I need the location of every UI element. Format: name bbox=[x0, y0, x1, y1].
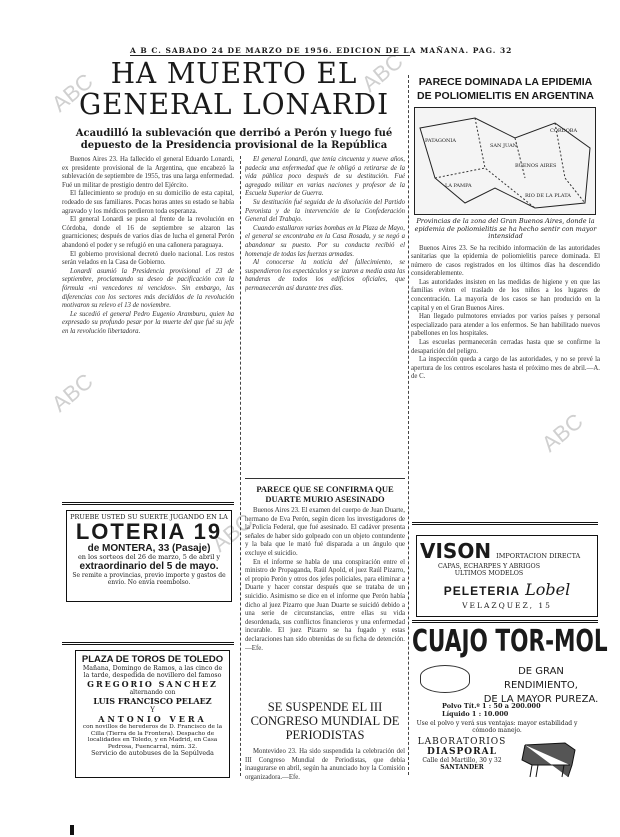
main-subheadline: Acaudilló la sublevación que derribó a Perón y luego fué depuesto de la Presidencia provisional de la República bbox=[75, 128, 393, 151]
ad-text: Servicio de autobuses de la Sepúlveda bbox=[91, 750, 214, 757]
map-label: PATAGONIA bbox=[425, 138, 456, 144]
registration-mark bbox=[70, 825, 74, 835]
ad-address: VELAZQUEZ, 15 bbox=[462, 601, 552, 610]
matador-name: LUIS FRANCISCO PELAEZ bbox=[93, 696, 212, 706]
polio-headline: PARECE DOMINADA LA EPIDEMIA DE POLIOMIELITIS EN ARGENTINA bbox=[417, 76, 594, 102]
paragraph: El general Lonardi se puso al frente de la revolución en Córdoba, donde el 16 de septiembre se alzaron las guarniciones; después de varios días de lucha el general Perón abandonó el poder y se refugió en una cañonera paraguaya. bbox=[62, 216, 234, 249]
matador-name: GREGORIO SANCHEZ bbox=[87, 679, 218, 689]
ad-text: Y bbox=[150, 706, 155, 714]
paragraph: Buenos Aires 23. Ha fallecido el general Eduardo Lonardi, ex presidente provisional de la Argentina, que encabezó la sublevación de septiembre de 1955, tras una larga enfermedad. Fué un militar de prestigio dentro del Ejército. bbox=[62, 156, 234, 189]
matador-name: ANTONIO VERA bbox=[98, 714, 207, 724]
ad-text: CAPAS, ECHARPES Y ABRIGOS ULTIMOS MODELOS bbox=[437, 563, 541, 577]
congress-headline: SE SUSPENDE EL III CONGRESO MUNDIAL DE PERIODISTAS bbox=[250, 700, 400, 742]
ad-claims bbox=[482, 665, 600, 707]
watermark: ABC bbox=[356, 48, 408, 97]
polio-story bbox=[411, 245, 600, 519]
column-rule bbox=[240, 156, 241, 776]
main-story-col2 bbox=[245, 156, 405, 474]
ad-text: DIASPORAL bbox=[427, 747, 497, 757]
cheese-icon bbox=[420, 665, 470, 693]
congress-story bbox=[245, 748, 405, 784]
ad-text: PRUEBE USTED SU SUERTE JUGANDO EN LA bbox=[70, 513, 228, 521]
map-label: CORDOBA bbox=[550, 128, 578, 134]
ad-text: SANTANDER bbox=[440, 764, 484, 771]
ad-text: DE LA MAYOR PUREZA. bbox=[483, 694, 599, 705]
watermark: ABC bbox=[46, 368, 98, 417]
cuajo-ad bbox=[412, 624, 608, 795]
paragraph: En el informe se habla de una conspiración entre el ministro de Propaganda, Raúl Apold, el juez Raúl Pizarro, el propio Perón y otros dos jefes policiales, para eliminar a Duarte y hacer constar después que se trataba de un suicidio. Asimismo se dice en el informe que Perón había dicho al juez Pizarro que Juan Duarte se suicidó debido a una serie de circunstancias, entre ellas su vida desordenada, sus conflictos financieros y una enfermedad incurable. El juez Pizarro se ha fugado y estas declaraciones han sido obtenidas de su ficha de detención.—Efe. bbox=[245, 558, 405, 652]
ad-text: Líquido 1 : 10.000 bbox=[442, 710, 509, 718]
paragraph: Al conocerse la noticia del fallecimiento, se suspendieron los espectáculos y se izaron a media asta las banderas de todos los edificios oficiales, que permanecerán así durante tres días. bbox=[245, 259, 405, 292]
ad-text: Calle del Martillo, 30 y 32 bbox=[422, 757, 502, 764]
ad-text: LABORATORIOS bbox=[417, 737, 507, 747]
ad-text: alternando con bbox=[129, 689, 176, 696]
ad-text: en los sorteos del 26 de marzo, 5 de abril y bbox=[77, 553, 221, 561]
watermark: ABC bbox=[206, 508, 258, 557]
paragraph: Han llegado pulmotores enviados por varios países y personal especializado para atender a los enfermos. Se han habilitado nuevos pabellones en los hospitales. bbox=[411, 313, 600, 338]
paragraph: Buenos Aires 23. El examen del cuerpo de Juan Duarte, hermano de Eva Perón, según dicen los investigadores de la Policía Federal, que fué asesinado. El cadáver presenta señales de haber sido golpeado con un objeto contundente y la bala que le mató fué disparada a un ángulo que excluye el suicidio. bbox=[245, 507, 405, 557]
ad-text: Se remite a provincias, previo importe y gastos de envío. No envía reembolso. bbox=[72, 572, 226, 586]
map-label: RIO DE LA PLATA bbox=[525, 193, 571, 199]
paragraph: Montevideo 23. Ha sido suspendida la celebración del III Congreso Mundial de Periodistas, que debía inaugurarse en abril, según ha anunciado hoy la Comisión organizadora.—Efe. bbox=[245, 748, 405, 781]
main-headline: HA MUERTO EL GENERAL LONARDI bbox=[78, 56, 390, 121]
map-label: SAN JUAN bbox=[490, 143, 518, 149]
argentina-map bbox=[414, 107, 596, 215]
ad-text: con novillos de herederos de D. Francisco de la Cilla (Tierra de la Frontera). Despacho de localidades en Toledo, y en Madrid, en Casa Pedrosa, Fuencarral, núm. 32. bbox=[82, 724, 223, 750]
ad-signature: Lobel bbox=[525, 580, 571, 599]
paragraph: Lonardi asumió la Presidencia provisional el 23 de septiembre, proclamando su deseo de pacificación con la fórmula «ni vencedores ni vencidos». Sin embargo, las diferencias con los sectores más decididos de la revolución motivaron su relevo el 13 de noviembre. bbox=[62, 267, 234, 310]
ad-address: de MONTERA, 33 (Pasaje) bbox=[87, 543, 211, 554]
ad-title: LOTERIA 19 bbox=[75, 519, 223, 544]
ad-text: Polvo Tít.º 1 : 50 a 200.000 bbox=[442, 702, 541, 710]
watermark: ABC bbox=[46, 68, 98, 117]
main-story-col1 bbox=[62, 156, 234, 501]
duarte-story bbox=[245, 507, 405, 692]
loteria-ad bbox=[66, 510, 232, 602]
ad-text: IMPORTACION DIRECTA bbox=[496, 552, 581, 560]
ad-text: extraordinario del 5 de mayo. bbox=[79, 561, 219, 572]
paragraph: Cuando estallaron varias bombas en la Plaza de Mayo, el general se encontraba en la Casa Rosada, y se negó a abandonar su puesto. Por su conducta recibió el homenaje de todas las fuerzas armadas. bbox=[245, 224, 405, 258]
ad-specs bbox=[442, 702, 541, 718]
ad-title: CUAJO TOR-MOL bbox=[412, 624, 608, 659]
paragraph: El fallecimiento se produjo en su domicilio de esta capital, rodeado de sus familiares. Pocas horas antes su estado se había agravado y los médicos perdieron toda esperanza. bbox=[62, 190, 234, 215]
page-folio: A B C. SABADO 24 DE MARZO DE 1956. EDICION DE LA MAÑANA. PAG. 32 bbox=[130, 46, 513, 55]
map-label: LA PAMPA bbox=[445, 183, 472, 189]
paragraph: Las escuelas permanecerán cerradas hasta que se confirme la desaparición del peligro. bbox=[411, 339, 600, 355]
column-rule bbox=[408, 75, 409, 775]
ad-brand: VISON bbox=[420, 539, 492, 563]
map-label: BUENOS AIRES bbox=[515, 163, 557, 169]
ad-text: DE GRAN RENDIMIENTO, bbox=[504, 666, 578, 691]
polio-section bbox=[411, 75, 600, 518]
map-caption: Provincias de la zona del Gran Buenos Aires, donde la epidemia de poliomielitis se ha hecho sentir con mayor intensidad bbox=[414, 217, 597, 240]
paragraph: Le sucedió el general Pedro Eugenio Aramburu, quien ha expresado su profundo pesar por la muerte del que fué su jefe en la revolución libertadora. bbox=[62, 310, 234, 335]
ad-text: Mañana, Domingo de Ramos, a las cinco de la tarde, despedida de novillero del famoso bbox=[82, 665, 223, 679]
paragraph: Su destitución fué seguida de la disolución del Partido Peronista y de la intervención de la Confederación General del Trabajo. bbox=[245, 198, 405, 224]
lab-block bbox=[412, 737, 512, 771]
cow-icon bbox=[520, 735, 580, 780]
ad-title: PLAZA DE TOROS DE TOLEDO bbox=[81, 654, 224, 665]
vison-ad bbox=[416, 535, 598, 617]
watermark: ABC bbox=[536, 408, 588, 457]
ad-text: Use el polvo y verá sus ventajas: mayor estabilidad y cómodo manejo. bbox=[416, 720, 578, 734]
duarte-headline: PARECE QUE SE CONFIRMA QUE DUARTE MURIO ASESINADO bbox=[256, 484, 394, 504]
paragraph: El general Lonardi, que tenía cincuenta y nueve años, padecía una enfermedad que le obligó a retirarse de la vida pública poco después de su destitución. Fué agregado militar en varias naciones y profesor de la Escuela Superior de Guerra. bbox=[245, 156, 405, 198]
toros-ad bbox=[75, 650, 230, 778]
paragraph: El gobierno provisional decretó duelo nacional. Los restos serán velados en la Casa de Gobierno. bbox=[62, 250, 234, 267]
paragraph: Las autoridades insisten en las medidas de higiene y en que las familias eviten el traslado de los niños a los lugares de concentración. La mayoría de los casos se han producido en la capital y en el Gran Buenos Aires. bbox=[411, 278, 600, 312]
paragraph: Buenos Aires 23. Se ha recibido información de las autoridades sanitarias que la epidemia de poliomielitis parece dominada. El número de casos registrados en los últimos días ha descendido considerablemente. bbox=[411, 244, 600, 278]
ad-title: PELETERIA bbox=[443, 584, 521, 598]
paragraph: La inspección queda a cargo de las autoridades, y no se prevé la apertura de los centros escolares hasta el próximo mes de abril.—A. de C. bbox=[411, 356, 600, 381]
